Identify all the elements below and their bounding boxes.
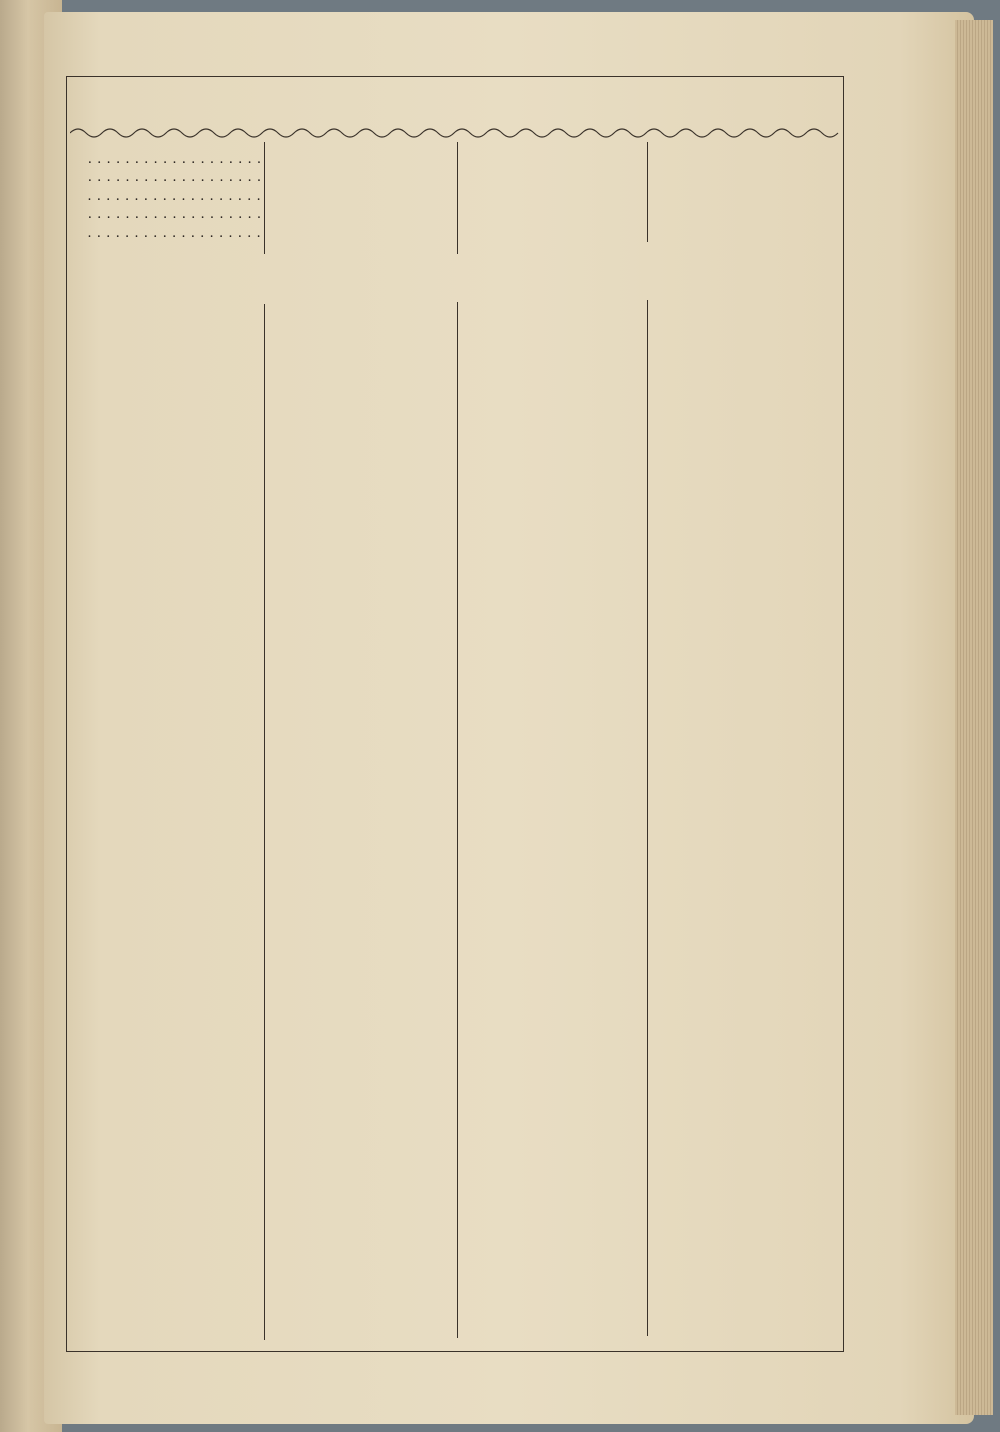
column-rule xyxy=(264,304,265,1340)
station-row xyxy=(88,224,262,242)
text-frame xyxy=(66,76,844,1352)
top-column-1 xyxy=(88,150,262,242)
station-row xyxy=(88,150,262,168)
station-row xyxy=(88,168,262,186)
station-row xyxy=(88,187,262,205)
station-name xyxy=(88,187,260,205)
column-rule xyxy=(647,142,648,242)
column-rule xyxy=(264,142,265,254)
column-rule xyxy=(647,300,648,1336)
station-row xyxy=(88,205,262,223)
station-distance xyxy=(260,168,262,186)
page-edges xyxy=(955,20,993,1415)
station-name xyxy=(88,150,260,168)
station-name xyxy=(88,205,260,223)
decorative-wavy-rule xyxy=(70,124,840,142)
station-distance xyxy=(260,205,262,223)
station-distance xyxy=(260,224,262,242)
station-distance xyxy=(260,187,262,205)
station-name xyxy=(88,168,260,186)
station-name xyxy=(88,224,260,242)
column-rule xyxy=(457,302,458,1338)
column-rule xyxy=(457,142,458,254)
station-distance xyxy=(260,150,262,168)
